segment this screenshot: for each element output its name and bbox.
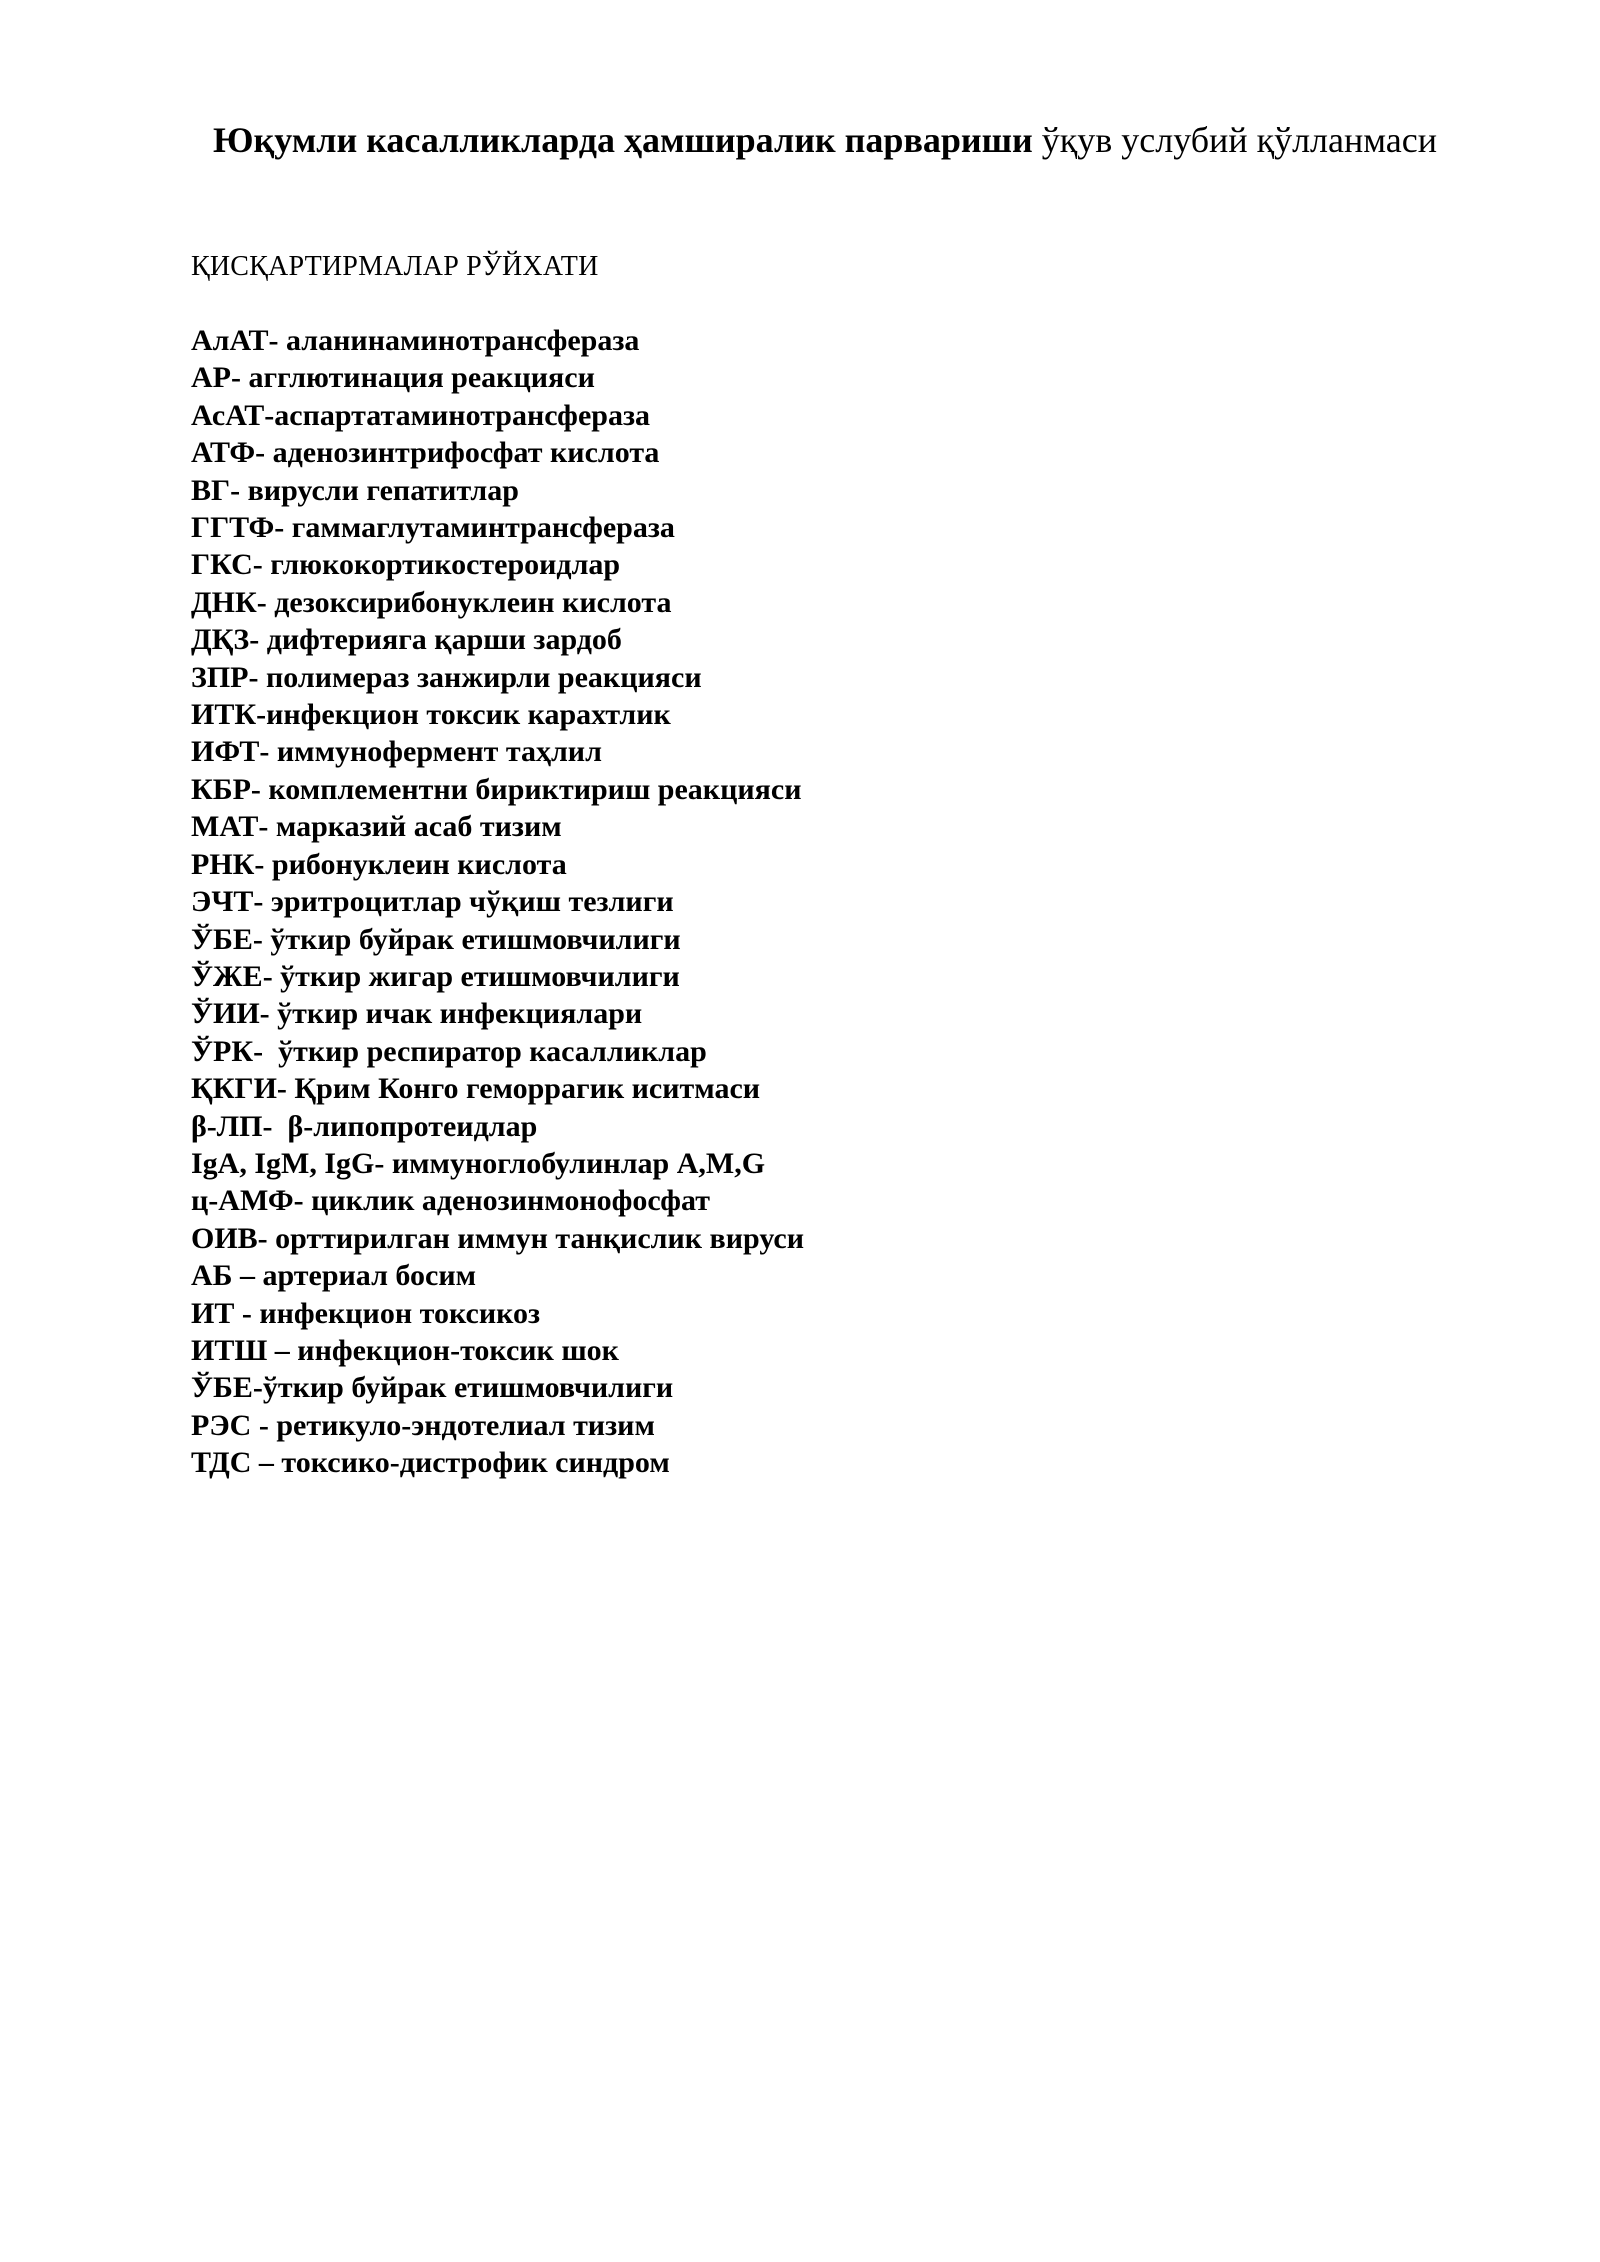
list-item: ЎБЕ- ўткир буйрак етишмовчилиги [191, 922, 681, 956]
list-item: β-ЛП- β-липопротеидлар [191, 1109, 538, 1143]
list-item: IgA, IgM, IgG- иммуноглобулинлар A,M,G [191, 1146, 766, 1180]
abbreviation-list [191, 322, 804, 1482]
title-bold-part: Юқумли касалликларда ҳамширалик парвариши [212, 120, 1033, 160]
list-item: ТДС – токсико-дистрофик синдром [191, 1446, 670, 1480]
list-item: ЗПР- полимераз занжирли реакцияси [191, 660, 702, 694]
list-item: ҚКГИ- Қрим Конго геморрагик иситмаси [191, 1072, 761, 1106]
list-item: АБ – артериал босим [191, 1259, 477, 1293]
list-item: АлАТ- аланинаминотрансфераза [191, 324, 640, 357]
list-item: АР- агглютинация реакцияси [191, 361, 595, 395]
list-item: ВГ- вирусли гепатитлар [191, 473, 519, 507]
list-item: ц-АМФ- циклик аденозинмонофосфат [191, 1184, 710, 1218]
list-item: ИТШ – инфекцион-токсик шок [191, 1333, 619, 1367]
title-regular-part: ўқув услубий қўлланмаси [1032, 120, 1438, 160]
list-item: ЎИИ- ўткир ичак инфекциялари [191, 997, 643, 1031]
list-item: ЎБЕ-ўткир буйрак етишмовчилиги [191, 1371, 674, 1405]
list-item: ИТ - инфекцион токсикоз [191, 1296, 541, 1330]
list-item: ДНК- дезоксирибонуклеин кислота [191, 585, 672, 619]
list-item: ИТК-инфекцион токсик карахтлик [191, 698, 671, 732]
list-item: ИФТ- иммунофермент таҳлил [191, 735, 602, 769]
list-item: ЎРК- ўткир респиратор касалликлар [191, 1034, 707, 1068]
list-item: ГГТФ- гаммаглутаминтрансфераза [191, 511, 675, 545]
list-item: РНК- рибонуклеин кислота [191, 847, 567, 881]
list-item: ОИВ- орттирилган иммун танқислик вируси [191, 1221, 804, 1255]
list-item: ЎЖЕ- ўткир жигар етишмовчилиги [191, 959, 680, 993]
list-item: РЭС - ретикуло-эндотелиал тизим [191, 1408, 655, 1442]
list-item: ДҚЗ- дифтерияга қарши зардоб [191, 623, 622, 657]
document-title [190, 118, 1460, 162]
list-item: МАТ- марказий асаб тизим [191, 810, 562, 844]
list-item: ГКС- глюкокортикостероидлар [191, 548, 621, 582]
list-item: АсАТ-аспартатаминотрансфераза [191, 398, 650, 432]
list-item: КБР- комплементни бириктириш реакцияси [191, 772, 802, 806]
section-heading: ҚИСҚАРТИРМАЛАР РЎЙХАТИ [191, 251, 599, 282]
list-item: ЭЧТ- эритроцитлар чўқиш тезлиги [191, 885, 674, 919]
list-item: АТФ- аденозинтрифосфат кислота [191, 436, 660, 470]
